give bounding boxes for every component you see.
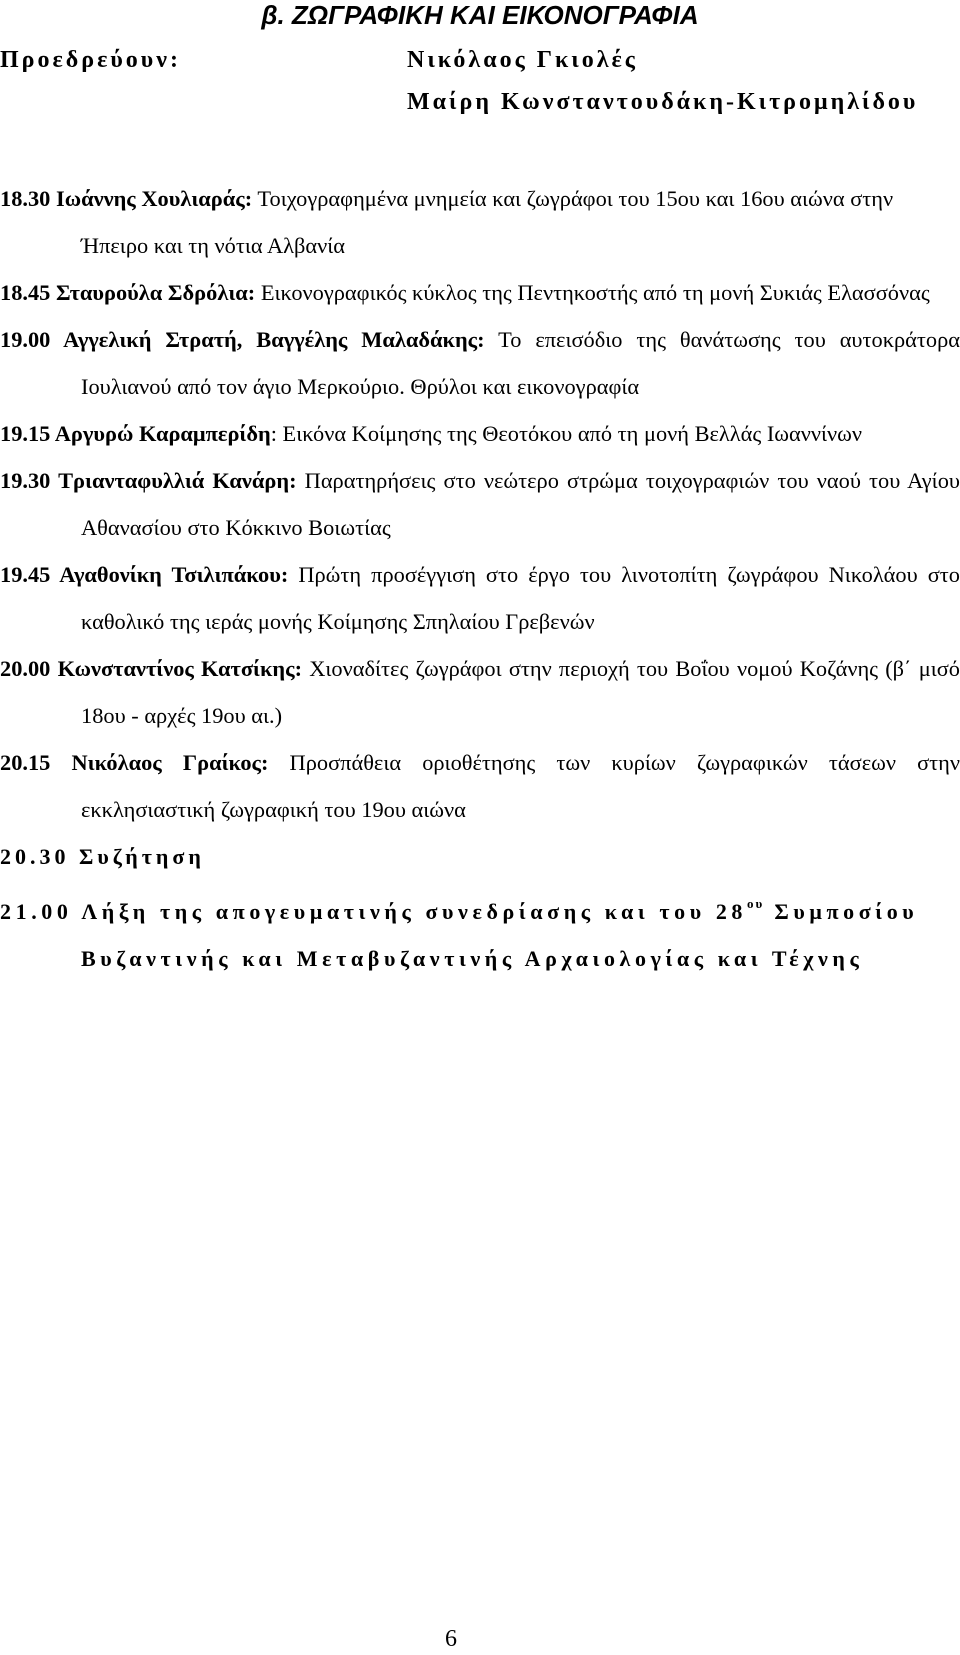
entry-speaker: Σταυρούλα Σδρόλια: xyxy=(56,280,256,305)
program-entry xyxy=(0,269,960,316)
discussion-entry xyxy=(0,833,960,880)
entry-title: Χιοναδίτες ζωγράφοι στην περιοχή του Βοΐου νομού Κοζάνης (β΄ μισό 18ου - αρχές 19ου αι.) xyxy=(81,656,960,728)
entry-label: Συζήτηση xyxy=(79,844,205,869)
entry-time: 21.00 xyxy=(0,899,73,924)
section-title: β. ΖΩΓΡΑΦΙΚΗ ΚΑΙ ΕΙΚΟΝΟΓΡΑΦΙΑ xyxy=(261,0,699,30)
entry-title: Το επεισόδιο της θανάτωσης του αυτοκράτορα Ιουλιανού από τον άγιο Μερκούριο. Θρύλοι και εικονογραφία xyxy=(81,327,960,399)
entry-speaker: Κωνσταντίνος Κατσίκης: xyxy=(57,656,303,681)
entry-time: 20.30 xyxy=(0,844,70,869)
page-number: 6 xyxy=(445,1626,457,1652)
program-entry xyxy=(0,645,960,739)
program-list xyxy=(0,175,960,982)
entry-time: 19.30 xyxy=(0,468,51,493)
program-entry xyxy=(0,551,960,645)
entry-title: : Εικόνα Κοίμησης της Θεοτόκου από τη μονή Βελλάς Ιωαννίνων xyxy=(270,421,863,446)
closing-entry xyxy=(0,880,960,982)
entry-time: 20.15 xyxy=(0,750,51,775)
entry-speaker: Νικόλαος Γραίκος: xyxy=(71,750,269,775)
entry-time: 19.15 xyxy=(0,421,51,446)
entry-speaker: Αργυρώ Καραμπερίδη xyxy=(54,421,271,446)
entry-title: Τοιχογραφημένα μνημεία και ζωγράφοι του 15ου και 16ου αιώνα στην Ήπειρο και τη νότια Αλβανία xyxy=(81,186,894,258)
entry-title: Πρώτη προσέγγιση στο έργο του λινοτοπίτη ζωγράφου Νικολάου στο καθολικό της ιεράς μονής Κοίμησης Σπηλαίου Γρεβενών xyxy=(81,562,960,634)
entry-time: 18.45 xyxy=(0,280,51,305)
chairs-label: Προεδρεύουν: xyxy=(0,47,181,73)
entry-time: 18.30 xyxy=(0,186,51,211)
chair-name: Μαίρη Κωνσταντουδάκη-Κιτρομηλίδου xyxy=(407,89,919,115)
program-entry xyxy=(0,739,960,833)
chair-name: Νικόλαος Γκιολές xyxy=(407,47,638,73)
entry-speaker: Αγαθονίκη Τσιλιπάκου: xyxy=(59,562,289,587)
closing-text: Λήξη της απογευματινής συνεδρίασης και του 28 xyxy=(81,899,748,924)
entry-title: Παρατηρήσεις στο νεώτερο στρώμα τοιχογραφιών του ναού του Αγίου Αθανασίου στο Κόκκινο Βοιωτίας xyxy=(81,468,960,540)
program-entry xyxy=(0,410,960,457)
entry-time: 20.00 xyxy=(0,656,51,681)
entry-time: 19.45 xyxy=(0,562,51,587)
program-entry xyxy=(0,175,960,269)
entry-speaker: Τριανταφυλλιά Κανάρη: xyxy=(58,468,297,493)
entry-title: Προσπάθεια οριοθέτησης των κυρίων ζωγραφικών τάσεων στην εκκλησιαστική ζωγραφική του 19ου αιώνα xyxy=(81,750,960,822)
ordinal-superscript: ου xyxy=(747,896,765,911)
entry-speaker: Αγγελική Στρατή, Βαγγέλης Μαλαδάκης: xyxy=(63,327,485,352)
entry-time: 19.00 xyxy=(0,327,51,352)
program-entry xyxy=(0,316,960,410)
entry-title: Εικονογραφικός κύκλος της Πεντηκοστής από τη μονή Συκιάς Ελασσόνας xyxy=(260,280,930,305)
program-entry xyxy=(0,457,960,551)
entry-speaker: Ιωάννης Χουλιαράς: xyxy=(56,186,253,211)
closing-text-continued: Συμποσίου Βυζαντινής και Μεταβυζαντινής Αρχαιολογίας και Τέχνης xyxy=(81,899,919,971)
